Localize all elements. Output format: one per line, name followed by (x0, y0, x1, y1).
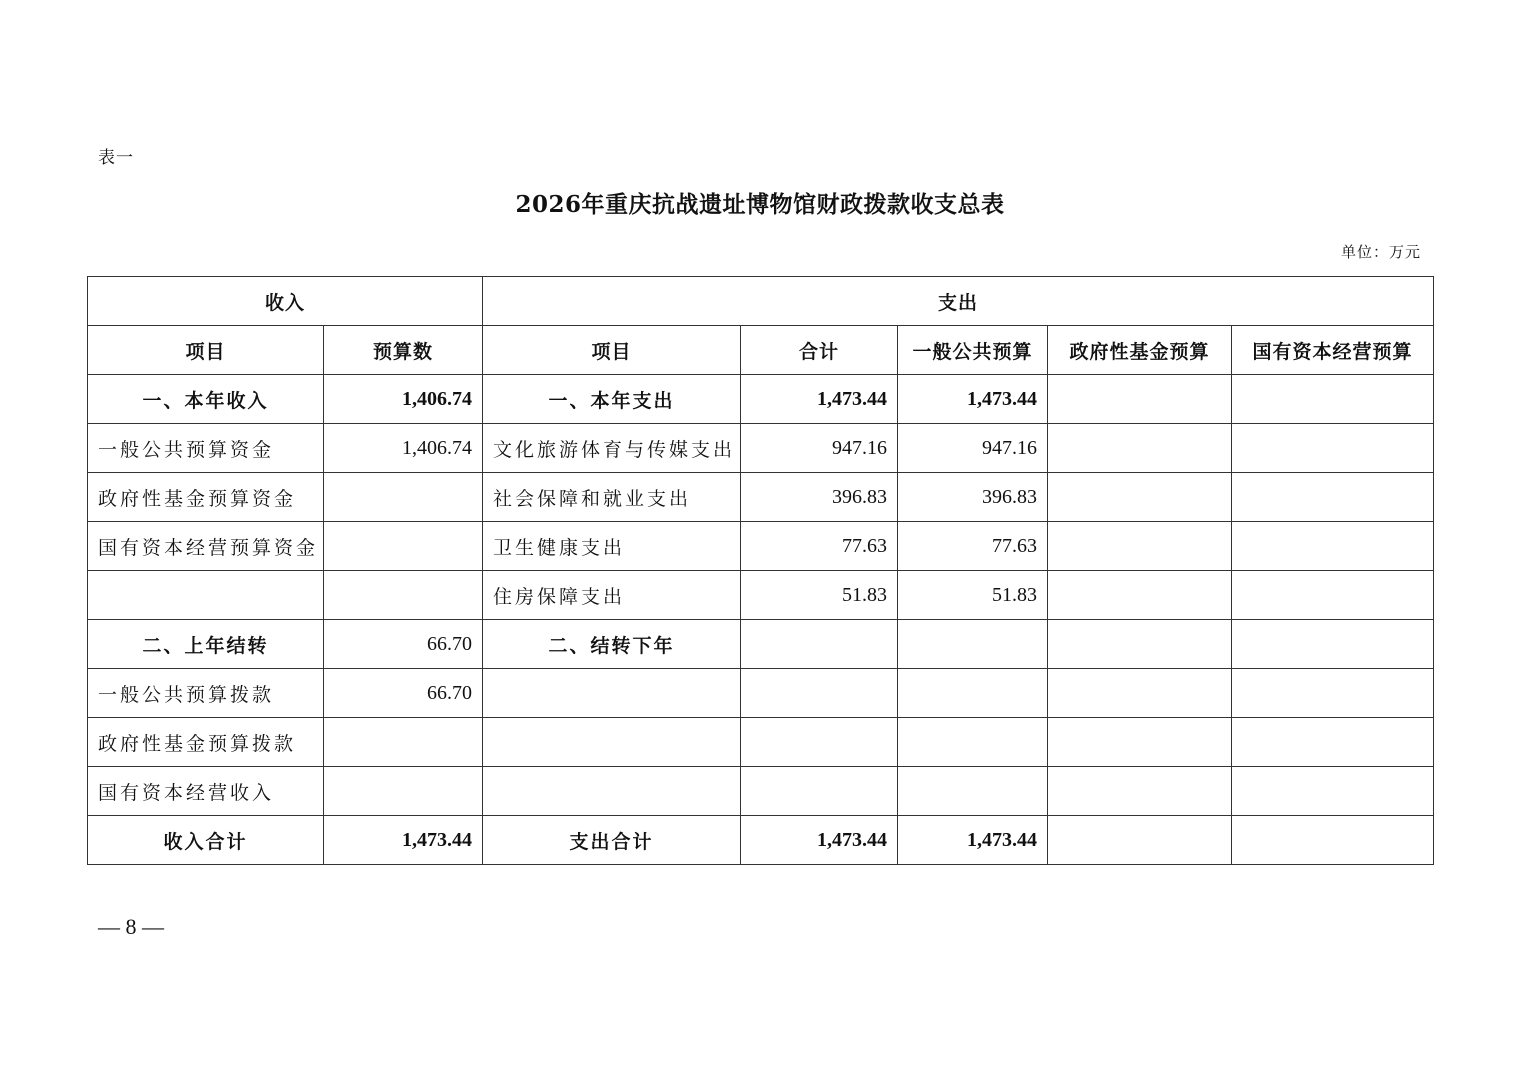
income-budget-header: 预算数 (324, 326, 483, 375)
gov-fund-cell (1048, 718, 1232, 767)
table-row (88, 375, 1434, 424)
expense-total-value: 1,473.44 (741, 816, 898, 865)
income-budget-cell: 66.70 (324, 620, 483, 669)
income-budget-cell (324, 473, 483, 522)
state-capital-cell (1232, 571, 1434, 620)
income-budget-cell: 66.70 (324, 669, 483, 718)
gov-fund-cell (1048, 620, 1232, 669)
state-capital-total-value (1232, 816, 1434, 865)
expense-total-cell: 947.16 (741, 424, 898, 473)
general-public-cell: 51.83 (898, 571, 1048, 620)
income-group-header: 收入 (88, 277, 483, 326)
expense-total-cell (741, 669, 898, 718)
expense-total-cell: 51.83 (741, 571, 898, 620)
state-capital-cell (1232, 767, 1434, 816)
general-public-cell (898, 620, 1048, 669)
expense-total-label: 支出合计 (483, 816, 741, 865)
income-item-header: 项目 (88, 326, 324, 375)
expense-total-cell (741, 718, 898, 767)
table-row (88, 571, 1434, 620)
expense-item-cell (483, 669, 741, 718)
general-public-total-value: 1,473.44 (898, 816, 1048, 865)
expense-item-cell: 社会保障和就业支出 (483, 473, 741, 522)
table-row (88, 767, 1434, 816)
state-capital-cell (1232, 669, 1434, 718)
page-title: 2026年重庆抗战遗址博物馆财政拨款收支总表 (515, 191, 1005, 218)
expense-total-cell: 1,473.44 (741, 375, 898, 424)
state-capital-cell (1232, 522, 1434, 571)
income-item-cell: 二、上年结转 (88, 620, 324, 669)
group-header-row (88, 277, 1434, 326)
income-item-cell: 政府性基金预算拨款 (88, 718, 324, 767)
expense-item-cell: 一、本年支出 (483, 375, 741, 424)
expense-item-cell: 文化旅游体育与传媒支出 (483, 424, 741, 473)
table-row (88, 473, 1434, 522)
state-capital-cell (1232, 424, 1434, 473)
general-public-cell: 1,473.44 (898, 375, 1048, 424)
state-capital-cell (1232, 473, 1434, 522)
gov-fund-cell (1048, 424, 1232, 473)
expense-item-cell: 二、结转下年 (483, 620, 741, 669)
table-row (88, 669, 1434, 718)
general-public-cell: 396.83 (898, 473, 1048, 522)
income-item-cell: 国有资本经营收入 (88, 767, 324, 816)
income-budget-cell: 1,406.74 (324, 375, 483, 424)
state-capital-cell (1232, 718, 1434, 767)
income-budget-cell: 1,406.74 (324, 424, 483, 473)
budget-summary-table (87, 276, 1434, 865)
income-total-value: 1,473.44 (324, 816, 483, 865)
gov-fund-cell (1048, 473, 1232, 522)
gov-fund-cell (1048, 571, 1232, 620)
general-public-budget-header: 一般公共预算 (898, 326, 1048, 375)
expense-total-cell (741, 767, 898, 816)
column-header-row (88, 326, 1434, 375)
gov-fund-cell (1048, 767, 1232, 816)
income-budget-cell (324, 571, 483, 620)
gov-fund-budget-header: 政府性基金预算 (1048, 326, 1232, 375)
general-public-cell (898, 767, 1048, 816)
income-item-cell: 国有资本经营预算资金 (88, 522, 324, 571)
expense-item-cell (483, 767, 741, 816)
expense-total-cell: 396.83 (741, 473, 898, 522)
income-total-label: 收入合计 (88, 816, 324, 865)
income-budget-cell (324, 522, 483, 571)
expense-total-header: 合计 (741, 326, 898, 375)
gov-fund-total-value (1048, 816, 1232, 865)
state-capital-cell (1232, 375, 1434, 424)
income-budget-cell (324, 767, 483, 816)
income-budget-cell (324, 718, 483, 767)
expense-item-header: 项目 (483, 326, 741, 375)
expense-item-cell (483, 718, 741, 767)
expense-item-cell: 卫生健康支出 (483, 522, 741, 571)
table-row (88, 522, 1434, 571)
expense-group-header: 支出 (483, 277, 1434, 326)
table-row (88, 620, 1434, 669)
general-public-cell (898, 669, 1048, 718)
expense-total-cell: 77.63 (741, 522, 898, 571)
income-item-cell: 一般公共预算资金 (88, 424, 324, 473)
state-capital-budget-header: 国有资本经营预算 (1232, 326, 1434, 375)
income-item-cell: 一般公共预算拨款 (88, 669, 324, 718)
general-public-cell: 77.63 (898, 522, 1048, 571)
table-number-label: 表一 (98, 148, 134, 168)
page-number: — 8 — (98, 914, 164, 939)
expense-item-cell: 住房保障支出 (483, 571, 741, 620)
expense-total-cell (741, 620, 898, 669)
general-public-cell (898, 718, 1048, 767)
state-capital-cell (1232, 620, 1434, 669)
gov-fund-cell (1048, 522, 1232, 571)
unit-note: 单位：万元 (1340, 243, 1421, 261)
income-item-cell: 一、本年收入 (88, 375, 324, 424)
income-item-cell (88, 571, 324, 620)
general-public-cell: 947.16 (898, 424, 1048, 473)
income-item-cell: 政府性基金预算资金 (88, 473, 324, 522)
totals-row (88, 816, 1434, 865)
table-row (88, 424, 1434, 473)
table-row (88, 718, 1434, 767)
gov-fund-cell (1048, 669, 1232, 718)
gov-fund-cell (1048, 375, 1232, 424)
